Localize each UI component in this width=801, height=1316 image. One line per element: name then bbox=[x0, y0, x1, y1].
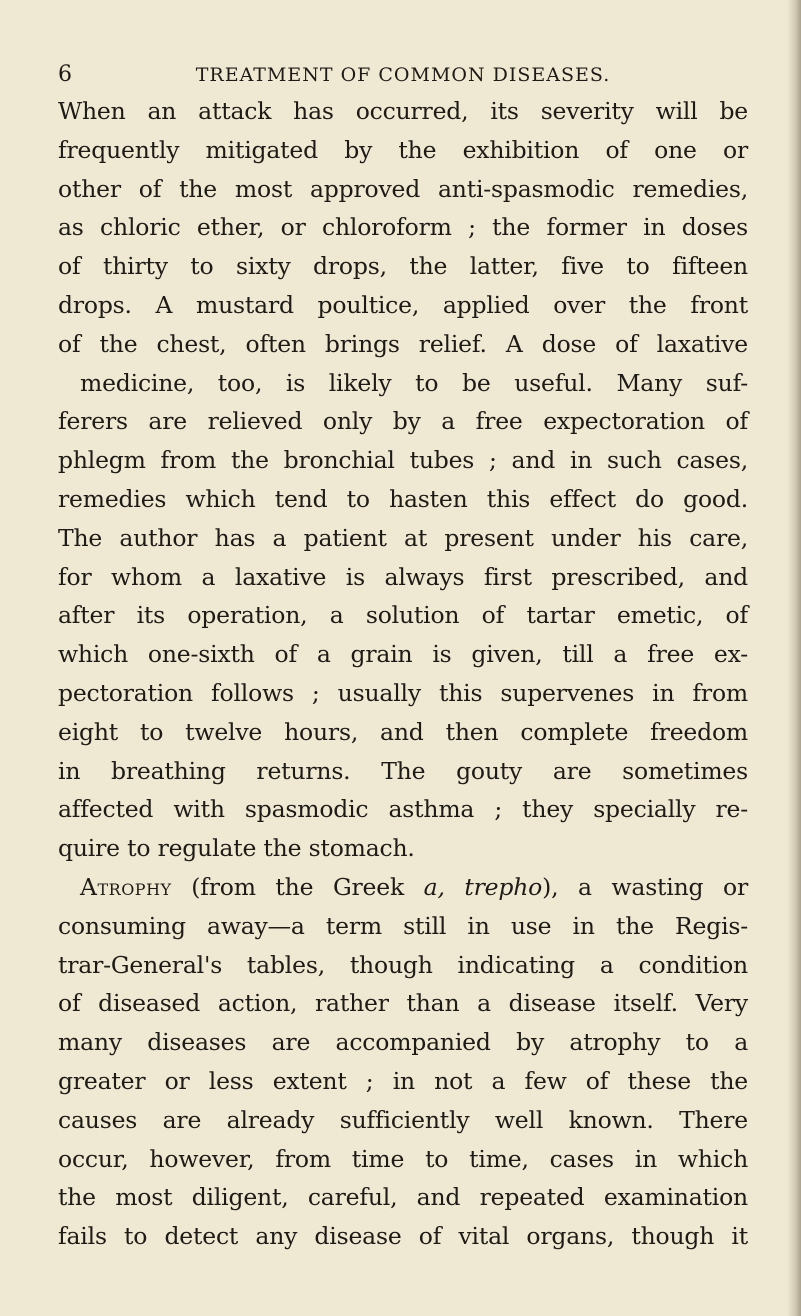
text-line: affected with spasmodic asthma ; they specially re- bbox=[58, 795, 748, 824]
text-line: eight to twelve hours, and then complete freedom bbox=[58, 717, 748, 746]
text-fragment: ), a wasting or bbox=[542, 872, 749, 901]
text-line: drops. A mustard poultice, applied over the front bbox=[58, 290, 748, 319]
text-line: the most diligent, careful, and repeated examination bbox=[58, 1183, 748, 1212]
text-line: greater or less extent ; in not a few of these the bbox=[58, 1066, 748, 1095]
page-header bbox=[58, 62, 748, 92]
body-text bbox=[58, 92, 748, 1256]
text-line: of thirty to sixty drops, the latter, five to fifteen bbox=[58, 252, 748, 281]
text-line-heading bbox=[58, 868, 748, 907]
text-line: frequently mitigated by the exhibition of one or bbox=[58, 135, 748, 164]
text-line: pectoration follows ; usually this supervenes in from bbox=[58, 678, 748, 707]
page-number: 6 bbox=[58, 62, 72, 87]
text-line: trar-General's tables, though indicating a condition bbox=[58, 950, 748, 979]
text-line: other of the most approved anti-spasmodic remedies, bbox=[58, 174, 748, 203]
text-line: as chloric ether, or chloroform ; the former in doses bbox=[58, 213, 748, 242]
section-heading-atrophy: Atrophy bbox=[80, 872, 172, 901]
text-line: occur, however, from time to time, cases in which bbox=[58, 1144, 748, 1173]
paragraph-asthma-treatment bbox=[58, 92, 748, 868]
text-line: When an attack has occurred, its severity will be bbox=[58, 97, 748, 125]
text-line: of the chest, often brings relief. A dose of laxative bbox=[58, 329, 748, 358]
text-line: causes are already sufficiently well known. There bbox=[58, 1105, 748, 1134]
text-line: for whom a laxative is always first prescribed, and bbox=[58, 562, 748, 591]
text-line: remedies which tend to hasten this effect do good. bbox=[58, 484, 748, 513]
running-head: TREATMENT OF COMMON DISEASES. bbox=[195, 64, 611, 86]
text-line: consuming away—a term still in use in the Regis- bbox=[58, 911, 748, 940]
text-line: quire to regulate the stomach. bbox=[58, 834, 415, 863]
text-line: The author has a patient at present under his care, bbox=[58, 523, 748, 552]
page-edge-shadow bbox=[787, 0, 801, 1316]
text-line: of diseased action, rather than a disease itself. Very bbox=[58, 989, 748, 1018]
text-line: many diseases are accompanied by atrophy to a bbox=[58, 1028, 748, 1057]
text-line: which one-sixth of a grain is given, till a free ex- bbox=[58, 640, 748, 669]
text-line: fails to detect any disease of vital organs, though it bbox=[58, 1222, 748, 1251]
text-line: ferers are relieved only by a free expectoration of bbox=[58, 407, 748, 436]
text-line: phlegm from the bronchial tubes ; and in such cases, bbox=[58, 446, 748, 475]
greek-etymology: a, trepho bbox=[423, 872, 543, 901]
text-line: after its operation, a solution of tartar emetic, of bbox=[58, 601, 748, 630]
paragraph-atrophy bbox=[58, 868, 748, 1256]
text-fragment: (from the Greek bbox=[171, 872, 424, 901]
text-line: medicine, too, is likely to be useful. Many suf- bbox=[80, 368, 748, 397]
text-line: in breathing returns. The gouty are sometimes bbox=[58, 756, 748, 785]
